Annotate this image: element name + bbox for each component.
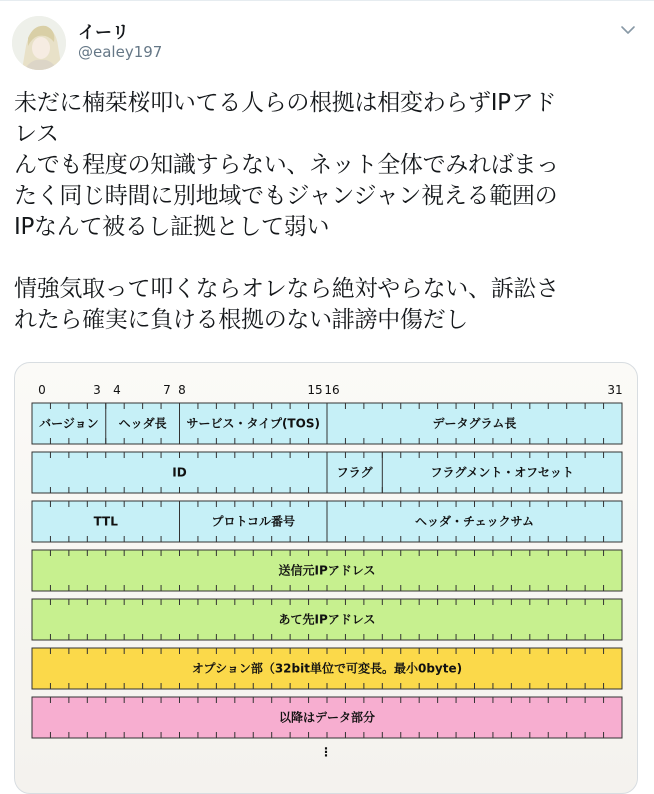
bit-label: 0 (38, 383, 46, 397)
field-label: ID (172, 465, 187, 480)
field-label: オプション部（32bit単位で可変長。最小0byte) (191, 661, 463, 676)
ip-header-diagram (15, 363, 637, 793)
field-label: あて先IPアドレス (278, 612, 376, 627)
tweet-media[interactable] (14, 362, 638, 794)
bit-label: 3 (93, 383, 101, 397)
field-label: バージョン (39, 416, 99, 431)
display-name[interactable]: イーリ (78, 23, 129, 43)
field-label: フラグメント・オフセット (430, 465, 574, 480)
field-label: プロトコル番号 (211, 514, 296, 529)
chevron-down-icon[interactable] (619, 22, 637, 36)
bit-label: 16 (324, 383, 340, 397)
tweet-line: んでも程度の知識すらない、ネット全体でみればまっ (14, 152, 559, 178)
field-label: 送信元IPアドレス (278, 563, 376, 578)
user-handle[interactable]: @ealey197 (78, 43, 163, 61)
tweet-line: れたら確実に負ける根拠のない誹謗中傷だし (14, 307, 469, 333)
field-label: TTL (93, 514, 118, 529)
tweet-line: IPなんて被るし証拠として弱い (14, 214, 330, 240)
field-label: ヘッダ長 (118, 416, 167, 431)
bit-label: 4 (113, 383, 121, 397)
bit-label: 31 (607, 383, 623, 397)
bit-label: 15 (307, 383, 323, 397)
tweet-text (14, 88, 634, 336)
tweet-line: たく同じ時間に別地域でもジャンジャン視える範囲の (14, 183, 558, 209)
tweet-line: 情強気取って叩くならオレなら絶対やらない、訴訟さ (14, 276, 559, 302)
field-label: サービス・タイプ(TOS) (186, 416, 320, 431)
field-label: データグラム長 (432, 416, 517, 431)
field-label: ヘッダ・チェックサム (414, 514, 535, 529)
tweet-line: レス (14, 121, 59, 147)
bit-label: 7 (163, 383, 171, 397)
avatar[interactable] (12, 16, 66, 70)
avatar-image (12, 16, 66, 70)
field-label: フラグ (336, 465, 373, 480)
field-label: 以降はデータ部分 (278, 710, 376, 725)
top-divider (0, 0, 654, 1)
continuation-mark: ⋮ (320, 745, 332, 759)
tweet-line: 未だに楠栞桜叩いてる人らの根拠は相変わらずIPアド (14, 90, 557, 116)
tweet-blank-line (14, 243, 634, 274)
bit-label: 8 (178, 383, 186, 397)
